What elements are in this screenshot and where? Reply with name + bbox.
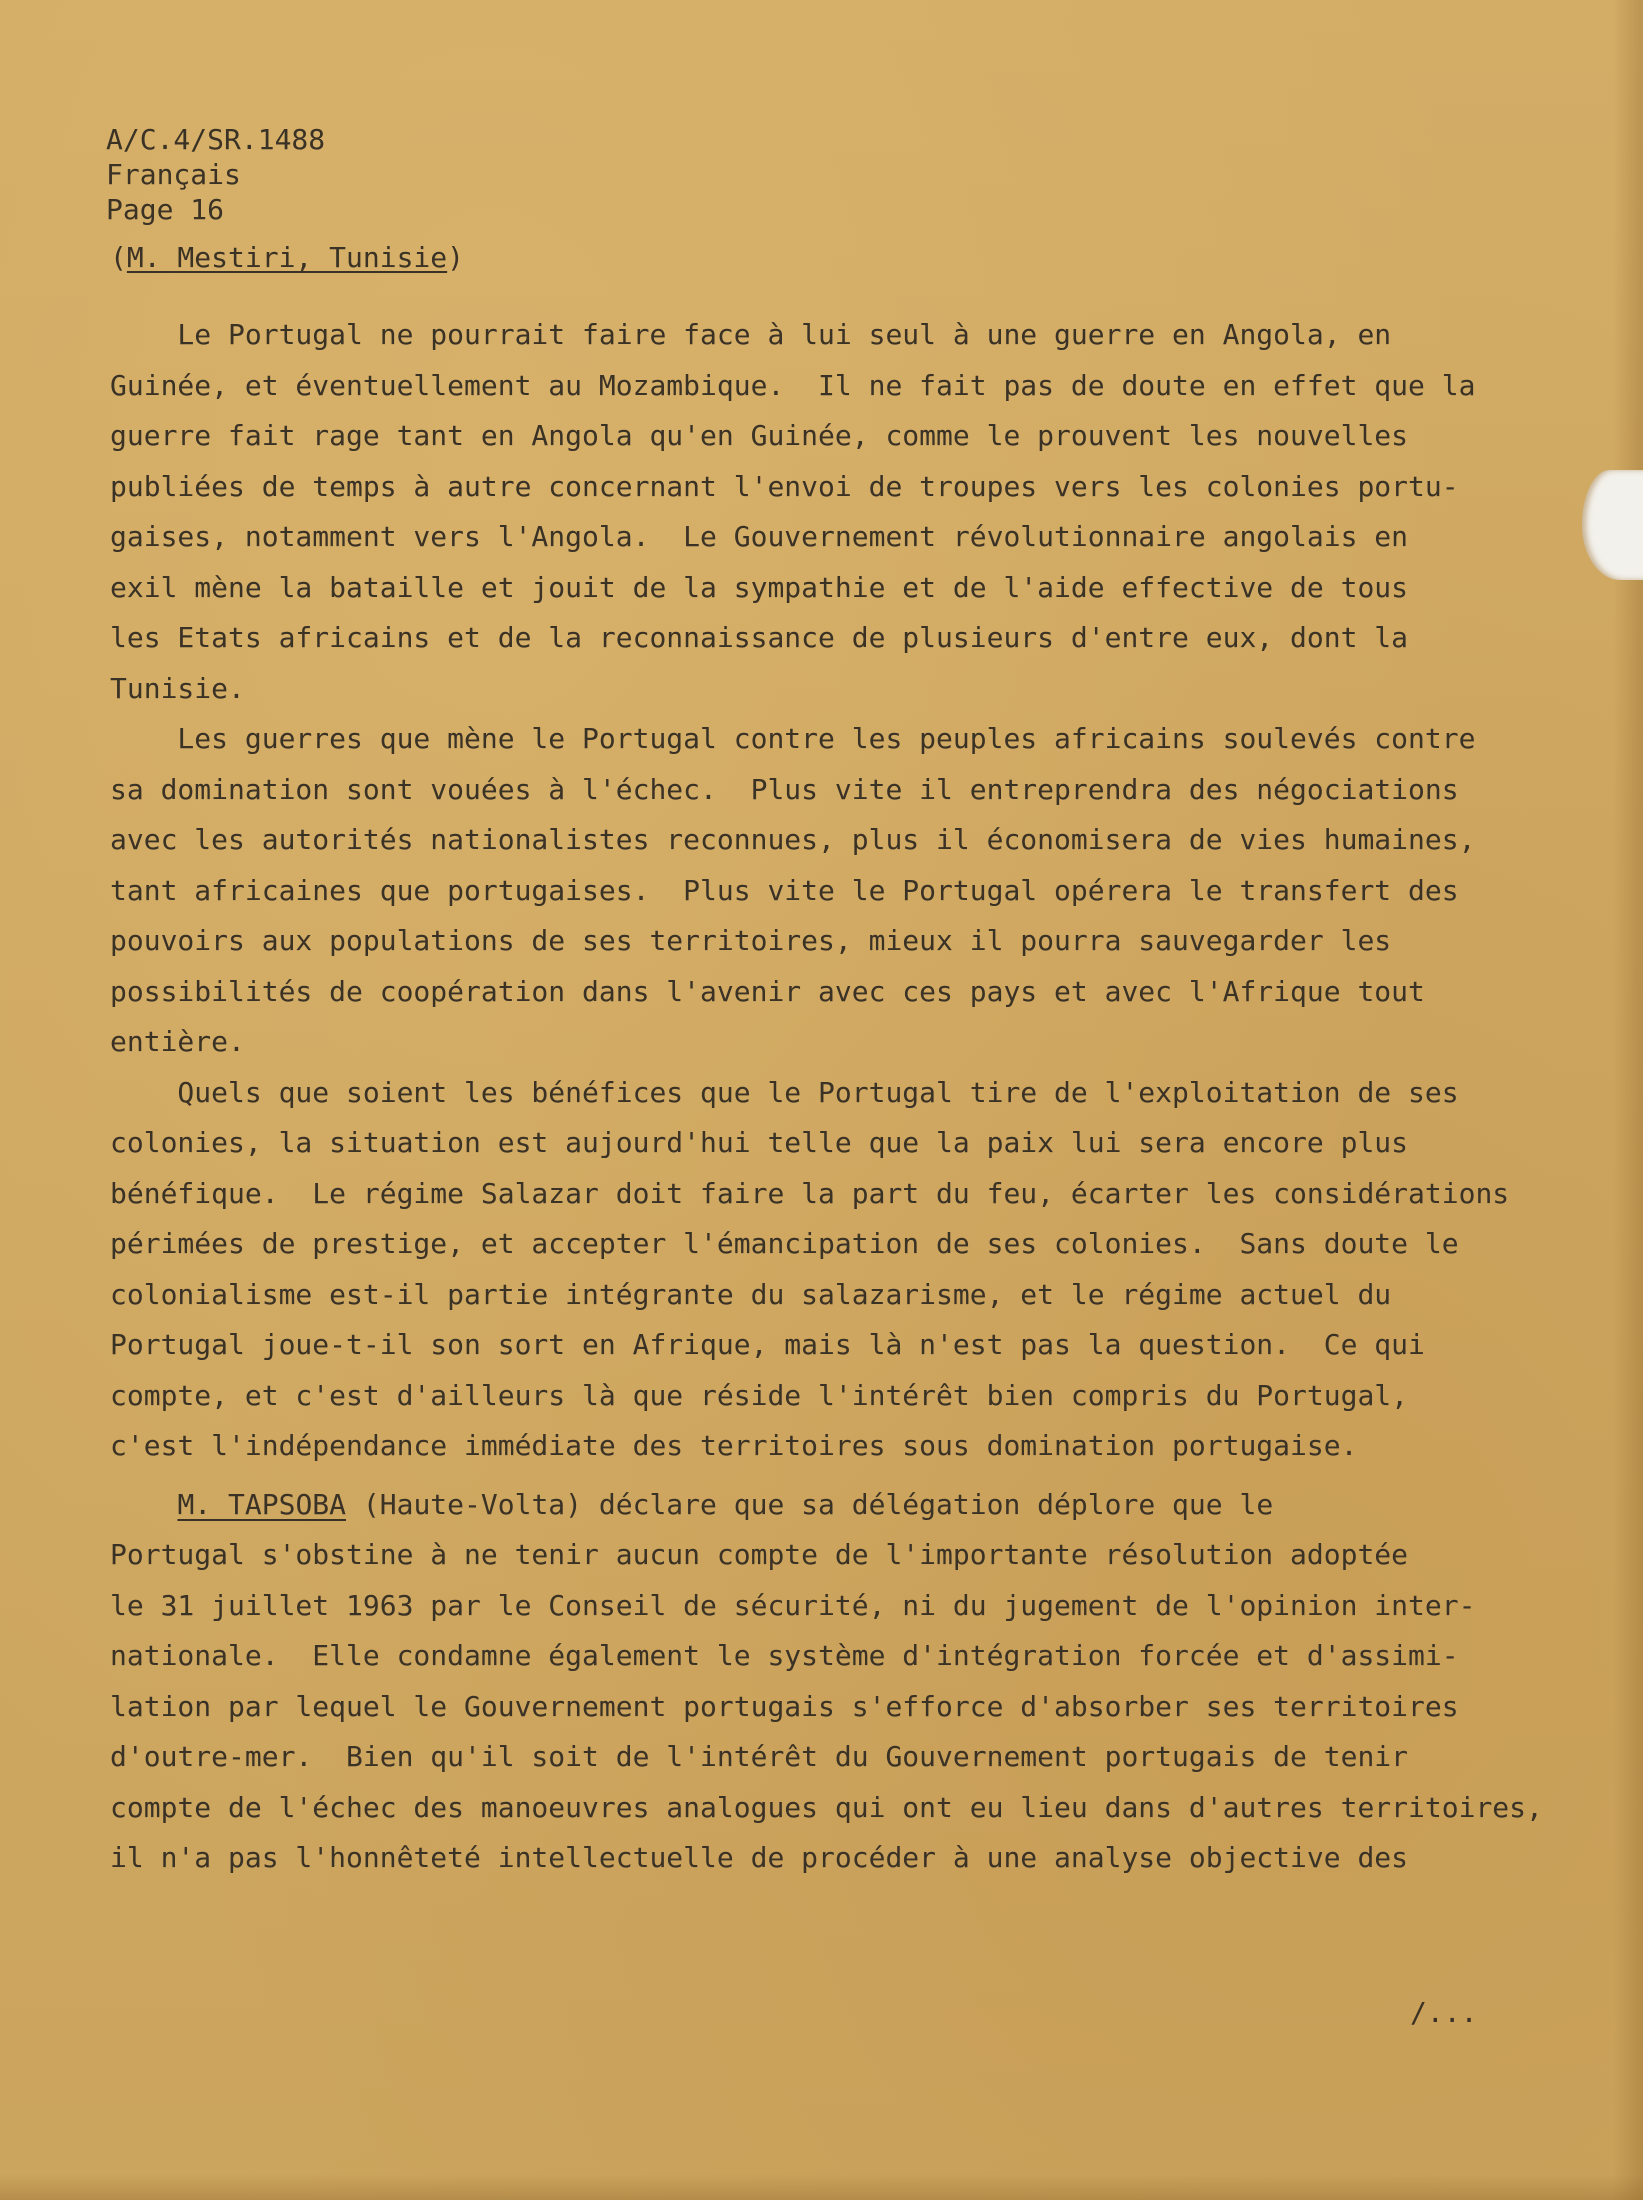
text-line: tant africaines que portugaises. Plus vite le Portugal opérera le transfert des [110,873,1459,907]
page-edge-shadow-bottom [0,2174,1643,2200]
speaker-heading-name: M. Mestiri, Tunisie [126,241,448,274]
speaker-heading [110,240,464,276]
paragraph-2 [110,714,1540,1068]
page-edge-shadow-right [1613,0,1643,2200]
indent [110,1488,177,1521]
text-line: entière. [110,1025,245,1058]
text-line: compte de l'échec des manoeuvres analogues qui ont eu lieu dans d'autres territoires, [110,1790,1543,1824]
document-body [110,310,1543,1884]
text-line: guerre fait rage tant en Angola qu'en Guinée, comme le prouvent les nouvelles [110,419,1409,452]
text-line: sa domination sont vouées à l'échec. Plus vite il entreprendra des négociations [110,772,1459,806]
paragraph-3 [110,1068,1540,1472]
text-line [110,1480,1540,1531]
paragraph-1 [110,310,1540,714]
text-line: Quels que soient les bénéfices que le Portugal tire de l'exploitation de ses [110,1075,1459,1109]
document-symbol: A/C.4/SR.1488 [106,123,326,156]
document-language: Français [106,158,241,191]
text-line: les Etats africains et de la reconnaissance de plusieurs d'entre eux, dont la [110,621,1409,654]
document-header [106,122,325,227]
paragraph-gap [110,1472,1540,1480]
text-line: pouvoirs aux populations de ses territoires, mieux il pourra sauvegarder les [110,924,1392,957]
text-line: nationale. Elle condamne également le système d'intégration forcée et d'assimi- [110,1639,1459,1672]
paper-tear [1582,470,1643,580]
text-line: périmées de prestige, et accepter l'émancipation de ses colonies. Sans doute le [110,1227,1459,1260]
text-line: c'est l'indépendance immédiate des territoires sous domination portugaise. [110,1429,1358,1462]
text-fragment: (Haute-Volta) déclare que sa délégation déplore que le [346,1487,1274,1521]
text-line: Portugal s'obstine à ne tenir aucun compte de l'importante résolution adoptée [110,1538,1409,1571]
text-line: gaises, notamment vers l'Angola. Le Gouvernement révolutionnaire angolais en [110,520,1409,553]
text-line: Le Portugal ne pourrait faire face à lui seul à une guerre en Angola, en [110,318,1392,351]
continuation-mark: /... [1410,1996,1478,2029]
text-line: publiées de temps à autre concernant l'envoi de troupes vers les colonies portu- [110,469,1459,503]
text-line: colonies, la situation est aujourd'hui telle que la paix lui sera encore plus [110,1126,1409,1159]
text-line: Guinée, et éventuellement au Mozambique. Il ne fait pas de doute en effet que la [110,368,1476,402]
speaker-heading-open: ( [110,241,127,274]
text-line: possibilités de coopération dans l'avenir avec ces pays et avec l'Afrique tout [110,974,1425,1008]
speaker-heading-close: ) [447,241,465,274]
paragraph-tapsoba [110,1480,1543,1884]
text-line: compte, et c'est d'ailleurs là que réside l'intérêt bien compris du Portugal, [110,1378,1409,1412]
page-number: Page 16 [106,193,225,226]
text-line: le 31 juillet 1963 par le Conseil de sécurité, ni du jugement de l'opinion inter- [110,1588,1476,1622]
text-line: Les guerres que mène le Portugal contre les peuples africains soulevés contre [110,722,1476,755]
text-line: exil mène la bataille et jouit de la sympathie et de l'aide effective de tous [110,570,1409,604]
text-line: il n'a pas l'honnêteté intellectuelle de procéder à une analyse objective des [110,1841,1409,1874]
speaker-name: M. TAPSOBA [177,1487,347,1521]
text-line: colonialisme est-il partie intégrante du salazarisme, et le régime actuel du [110,1277,1392,1311]
text-line: lation par lequel le Gouvernement portugais s'efforce d'absorber ses territoires [110,1689,1459,1723]
text-line: d'outre-mer. Bien qu'il soit de l'intérêt du Gouvernement portugais de tenir [110,1740,1409,1773]
text-line: bénéfique. Le régime Salazar doit faire la part du feu, écarter les considérations [110,1176,1510,1210]
text-line: Portugal joue-t-il son sort en Afrique, mais là n'est pas la question. Ce qui [110,1328,1425,1361]
text-line: Tunisie. [110,671,245,705]
text-line: avec les autorités nationalistes reconnues, plus il économisera de vies humaines, [110,823,1476,856]
